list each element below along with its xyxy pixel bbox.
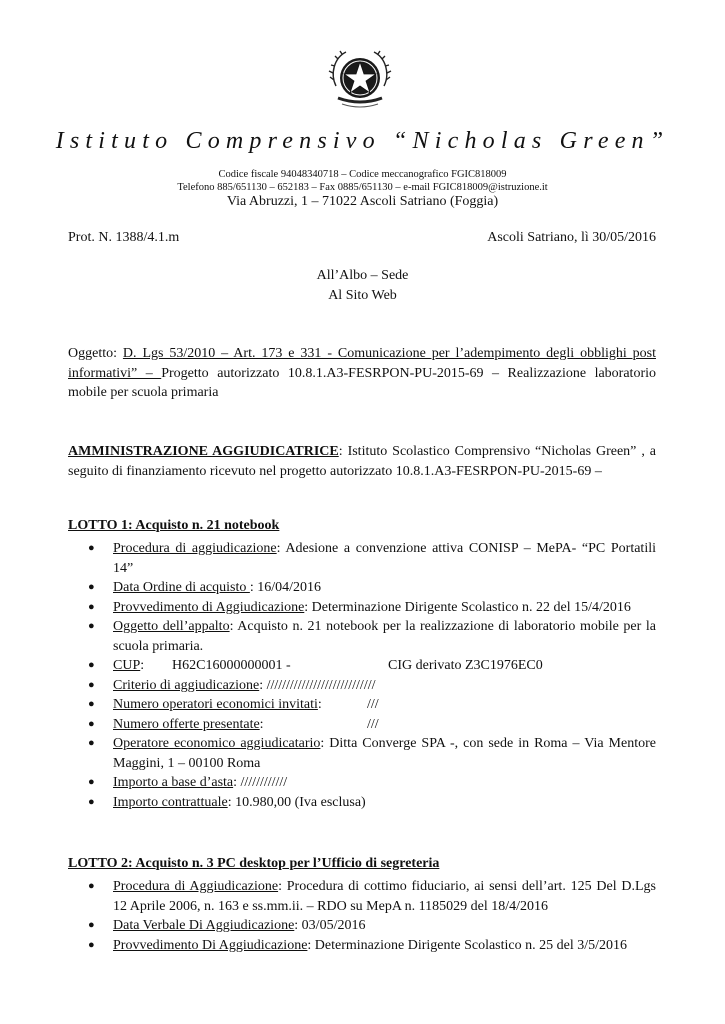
subject-label: Oggetto: <box>68 346 123 361</box>
authority-label: AMMINISTRAZIONE AGGIUDICATRICE <box>68 444 339 459</box>
lotto-2-list <box>68 877 656 955</box>
list-item: ● Criterio di aggiudicazione: //////////////////////////// <box>68 676 656 696</box>
list-item-cup: ● CUP: H62C16000000001 - CIG derivato Z3C1976EC0 <box>68 656 656 676</box>
fiscal-codes: Codice fiscale 94048340718 – Codice meccanografico FGIC818009 <box>218 169 507 180</box>
contact-line: Telefono 885/651130 – 652183 – Fax 0885/651130 – e-mail FGIC818009@istruzione.it <box>177 182 548 193</box>
list-item: ● Data Verbale Di Aggiudicazione: 03/05/2016 <box>68 916 656 936</box>
bullet-icon: ● <box>88 717 95 730</box>
list-item: ● Importo contrattuale: 10.980,00 (Iva esclusa) <box>68 793 656 813</box>
contracting-authority <box>68 442 656 481</box>
place-date: Ascoli Satriano, lì 30/05/2016 <box>487 230 656 245</box>
list-item: ● Data Ordine di acquisto : 16/04/2016 <box>68 578 656 598</box>
list-item: ● Operatore economico aggiudicatario: Ditta Converge SPA -, con sede in Roma – Via Mentore Maggini, 1 – 00100 Roma <box>88 736 656 771</box>
list-item: ● Provvedimento di Aggiudicazione: Determinazione Dirigente Scolastico n. 22 del 15/4/2016 <box>68 598 656 618</box>
list-item: ● Procedura di aggiudicazione: Adesione a convenzione attiva CONISP – MePA- “PC Portatili 14” <box>88 541 656 576</box>
bullet-icon: ● <box>88 938 95 951</box>
lotto-2-title: LOTTO 2: Acquisto n. 3 PC desktop per l’Ufficio di segreteria <box>68 856 440 871</box>
list-item-offers: ● Numero offerte presentate: /// <box>68 715 656 735</box>
bullet-icon: ● <box>88 678 95 691</box>
bullet-icon: ● <box>88 737 95 749</box>
recipient-sito-web: Al Sito Web <box>328 288 397 303</box>
school-name: Istituto Comprensivo “Nicholas Green” <box>55 128 670 154</box>
cig-code: CIG derivato Z3C1976EC0 <box>388 658 543 673</box>
school-address: Via Abruzzi, 1 – 71022 Ascoli Satriano (Foggia) <box>226 194 499 209</box>
list-item: ● Importo a base d’asta: //////////// <box>68 773 656 793</box>
bullet-icon: ● <box>88 776 95 788</box>
bullet-icon: ● <box>88 620 95 632</box>
list-item: ● Oggetto dell’appalto: Acquisto n. 21 notebook per la realizzazione di laboratorio mobile per la scuola primaria. <box>88 619 656 654</box>
bullet-icon: ● <box>88 600 95 613</box>
bullet-icon: ● <box>88 698 95 710</box>
italian-republic-emblem-icon <box>328 46 392 112</box>
lotto-1-title: LOTTO 1: Acquisto n. 21 notebook <box>68 518 280 533</box>
recipient-albo: All’Albo – Sede <box>316 268 409 283</box>
lotto-1-list <box>68 539 656 812</box>
bullet-icon: ● <box>88 795 95 808</box>
recipients <box>0 266 725 306</box>
cup-code: H62C16000000001 - <box>172 658 291 673</box>
list-item-operators: ● Numero operatori economici invitati: /// <box>68 695 656 715</box>
bullet-icon: ● <box>88 659 95 671</box>
bullet-icon: ● <box>88 919 95 931</box>
authority-text: : Istituto Scolastico Comprensivo “Nicholas Green” , a seguito di finanziamento ricevuto nel progetto autorizzato 10.8.1.A3-FESRPON-PU-2015-69 – <box>68 444 657 479</box>
bullet-icon: ● <box>88 581 95 593</box>
bullet-icon: ● <box>88 542 95 554</box>
subject-reference: D. Lgs 53/2010 – Art. 173 e 331 - Comunicazione per l’adempimento degli obblighi post informativi” – <box>68 346 656 381</box>
subject-paragraph <box>68 344 656 403</box>
list-item: ● Procedura di Aggiudicazione: Procedura di cottimo fiduciario, ai sensi dell’art. 125 Del D.Lgs 12 Aprile 2006, n. 163 e ss.mm.ii. – RDO su MepA n. 1185029 del 18/4/2016 <box>88 879 656 914</box>
subject-text: Progetto autorizzato 10.8.1.A3-FESRPON-PU-2015-69 – Realizzazione laboratorio mobile per scuola primaria <box>68 365 656 400</box>
protocol-number: Prot. N. 1388/4.1.m <box>68 230 180 245</box>
list-item: ● Provvedimento Di Aggiudicazione: Determinazione Dirigente Scolastico n. 25 del 3/5/2016 <box>68 936 656 956</box>
bullet-icon: ● <box>88 880 95 892</box>
